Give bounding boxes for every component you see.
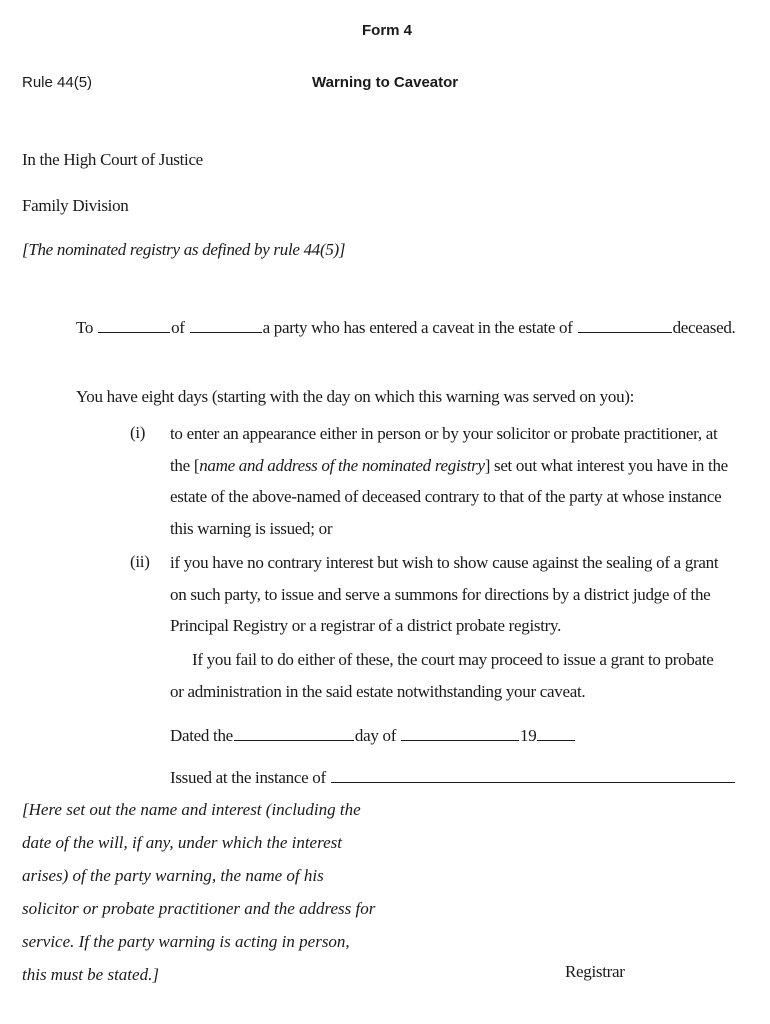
item2-marker: (ii): [130, 552, 150, 571]
month-blank: [401, 739, 519, 741]
item1-line3: estate of the above-named of deceased contrary to that of the party at whose instance: [170, 487, 722, 506]
document-title: Warning to Caveator: [312, 74, 459, 91]
issued-line: [170, 768, 736, 788]
item2-line3: Principal Registry or a registrar of a district probate registry.: [170, 616, 562, 635]
item1-line1: to enter an appearance either in person or by your solicitor or probate practitioner, at: [170, 424, 718, 443]
to-label: To: [76, 318, 94, 337]
rule-reference: Rule 44(5): [22, 74, 93, 91]
item1-line4: this warning is issued; or: [170, 518, 333, 538]
recipient-name-blank: [98, 331, 170, 333]
year-prefix: 19: [520, 726, 537, 745]
item2-line2: on such party, to issue and serve a summons for directions by a district judge of the: [170, 584, 711, 604]
failure-line1: If you fail to do either of these, the court may proceed to issue a grant to probate: [192, 650, 714, 669]
registry-note: [The nominated registry as defined by rule 44(5)]: [22, 240, 346, 259]
item2-line1: if you have no contrary interest but wish to show cause against the sealing of a grant: [170, 553, 719, 572]
issued-label: Issued at the instance of: [170, 768, 326, 787]
court-name: In the High Court of Justice: [22, 150, 203, 169]
item2-text: [170, 547, 718, 642]
address-line: [76, 318, 735, 338]
of-label: of: [171, 318, 185, 337]
recipient-address-blank: [190, 331, 262, 333]
failure-paragraph: [170, 644, 713, 707]
registrar-label: Registrar: [565, 962, 625, 981]
failure-line2: or administration in the said estate notwithstanding your caveat.: [170, 681, 586, 701]
court-division: Family Division: [22, 196, 129, 215]
party-text: a party who has entered a caveat in the estate of: [262, 318, 573, 337]
day-of-label: day of: [354, 726, 397, 745]
dated-the-label: Dated the: [170, 726, 233, 745]
dated-line: [170, 726, 576, 746]
item1-marker: (i): [130, 423, 146, 442]
deceased-name-blank: [578, 331, 672, 333]
instructions-line2: date of the will, if any, under which the interest: [22, 833, 342, 852]
form-number: Form 4: [362, 22, 413, 39]
warning-intro: You have eight days (starting with the day on which this warning was served on you):: [76, 387, 635, 406]
deceased-label: deceased.: [672, 318, 736, 337]
instructions-line1: [Here set out the name and interest (including the: [22, 800, 361, 819]
instructions-block: [22, 793, 375, 991]
registry-placeholder: name and address of the nominated registry: [199, 455, 485, 475]
instructions-line3: arises) of the party warning, the name of his: [22, 866, 324, 885]
day-blank: [234, 739, 354, 741]
issuer-blank: [331, 781, 735, 783]
year-blank: [537, 739, 575, 741]
item1-line2: the [name and address of the nominated registry] set out what interest you have in the: [170, 455, 728, 475]
instructions-line6: this must be stated.]: [22, 965, 159, 984]
item1-text: [170, 418, 728, 544]
instructions-line5: service. If the party warning is acting in person,: [22, 932, 350, 951]
instructions-line4: solicitor or probate practitioner and the address for: [22, 899, 376, 918]
